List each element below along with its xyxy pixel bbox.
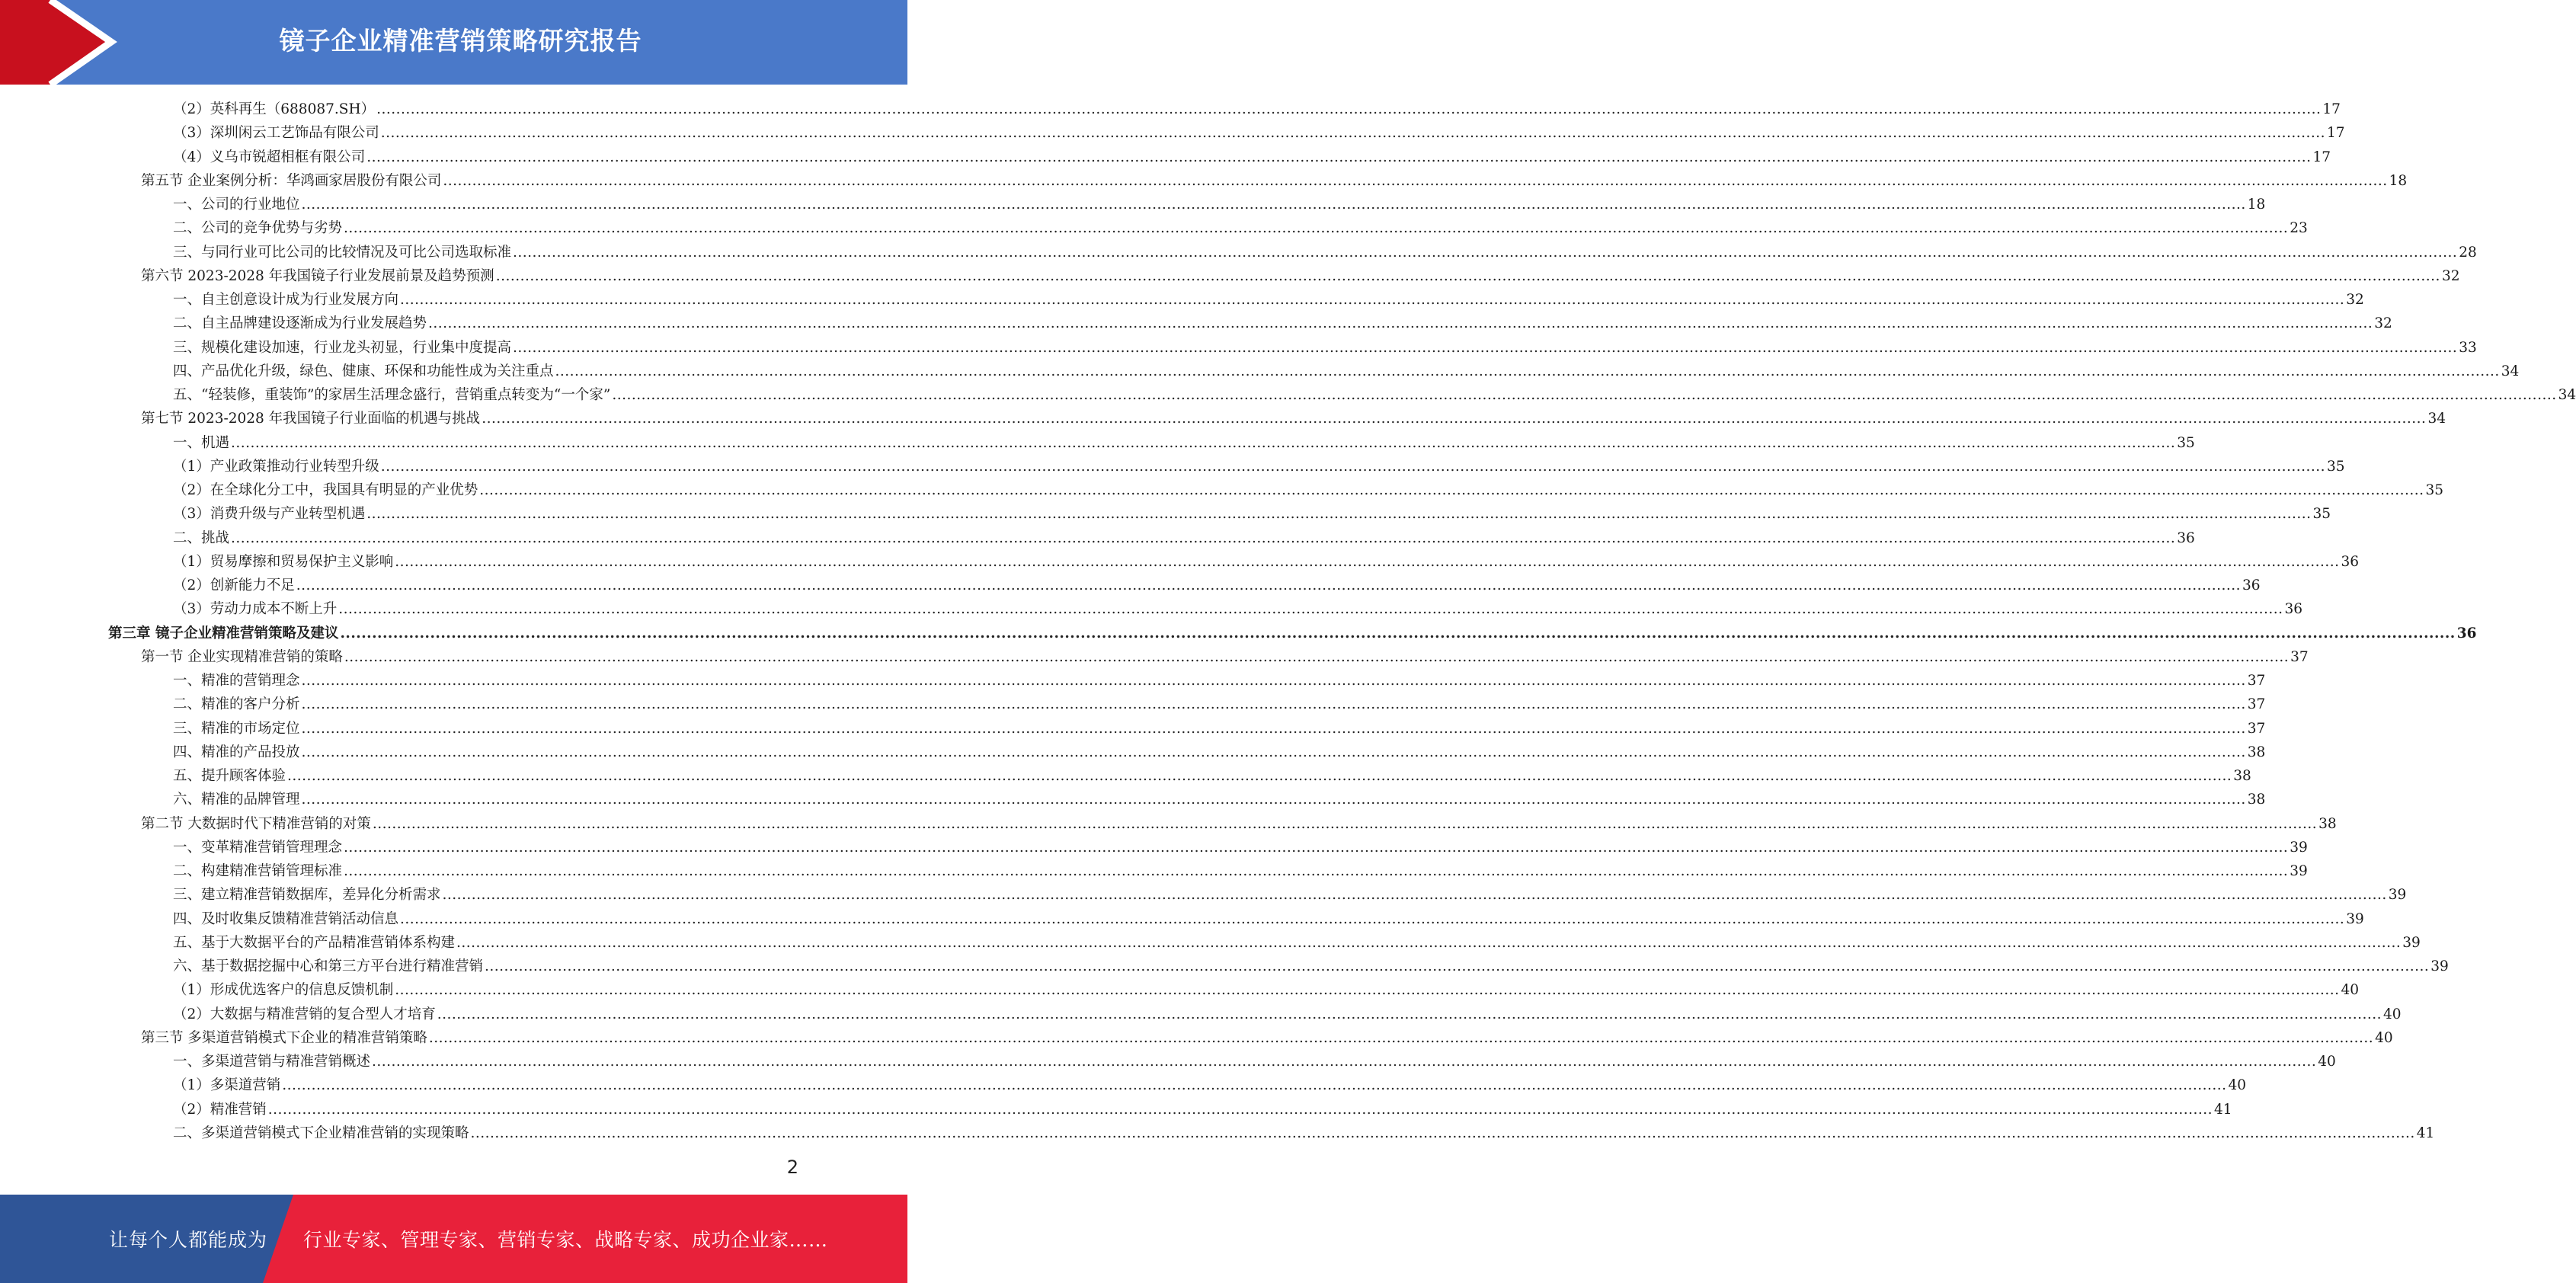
toc-subsection-entry[interactable] bbox=[0, 526, 2195, 550]
toc-entry-title: 第六节 2023-2028 年我国镜子行业发展前景及趋势预测 bbox=[141, 267, 494, 284]
toc-entry-page: 39 bbox=[2430, 958, 2449, 974]
toc-subsection-entry[interactable] bbox=[0, 883, 2407, 907]
toc-entry-page: 34 bbox=[2427, 411, 2446, 427]
toc-entry-page: 36 bbox=[2456, 625, 2477, 642]
toc-subsection-entry[interactable] bbox=[0, 836, 2308, 859]
toc-entry-page: 40 bbox=[2383, 1006, 2402, 1022]
toc-subsection-entry[interactable] bbox=[0, 788, 2266, 811]
toc-subsection-entry[interactable] bbox=[0, 931, 2421, 955]
toc-subsection-entry[interactable] bbox=[0, 717, 2266, 741]
toc-entry-title: 第三章 镜子企业精准营销策略及建议 bbox=[108, 625, 339, 642]
toc-entry-page: 38 bbox=[2318, 815, 2337, 832]
toc-leader-dots: ................................................................................................................................................................................................................................................................................................................................................................................................................ bbox=[231, 530, 2176, 546]
toc-entry-title: 二、挑战 bbox=[173, 530, 230, 546]
toc-subsection-entry[interactable] bbox=[0, 1121, 2435, 1145]
toc-entry-title: （2）大数据与精准营销的复合型人才培育 bbox=[173, 1006, 436, 1022]
toc-entry-page: 40 bbox=[2228, 1077, 2247, 1094]
toc-entry-page: 38 bbox=[2233, 768, 2251, 784]
toc-entry-title: 二、构建精准营销管理标准 bbox=[173, 863, 343, 879]
toc-entry-page: 38 bbox=[2247, 744, 2266, 760]
footer-slogan-left: 让每个人都能成为 bbox=[109, 1229, 268, 1251]
toc-section-entry[interactable] bbox=[0, 407, 2446, 430]
toc-leader-dots: ................................................................................................................................................................................................................................................................................................................................................................................................................ bbox=[555, 363, 2500, 379]
toc-entry-title: （2）精准营销 bbox=[173, 1101, 267, 1118]
toc-entry-page: 36 bbox=[2242, 578, 2261, 594]
toc-section-entry[interactable] bbox=[0, 1026, 2393, 1050]
report-title: 镜子企业精准营销策略研究报告 bbox=[279, 26, 642, 56]
toc-leader-dots: ................................................................................................................................................................................................................................................................................................................................................................................................................ bbox=[376, 101, 2322, 117]
toc-entry-title: （2）英科再生（688087.SH） bbox=[173, 101, 376, 117]
toc-entry-title: 三、精准的市场定位 bbox=[173, 720, 300, 737]
toc-entry-title: （1）贸易摩擦和贸易保护主义影响 bbox=[173, 553, 394, 570]
toc-leader-dots: ................................................................................................................................................................................................................................................................................................................................................................................................................ bbox=[380, 125, 2326, 142]
toc-entry-page: 17 bbox=[2322, 101, 2341, 117]
toc-section-entry[interactable] bbox=[0, 645, 2309, 669]
toc-entry-page: 34 bbox=[2501, 363, 2520, 379]
toc-leader-dots: ................................................................................................................................................................................................................................................................................................................................................................................................................ bbox=[301, 197, 2246, 213]
toc-leader-dots: ................................................................................................................................................................................................................................................................................................................................................................................................................ bbox=[344, 648, 2290, 665]
toc-entry-title: （3）消费升级与产业转型机遇 bbox=[173, 506, 366, 523]
toc-subsection-entry[interactable] bbox=[0, 360, 2520, 383]
toc-entry-page: 39 bbox=[2290, 863, 2308, 879]
toc-leader-dots: ................................................................................................................................................................................................................................................................................................................................................................................................................ bbox=[344, 863, 2289, 879]
toc-leader-dots: ................................................................................................................................................................................................................................................................................................................................................................................................................ bbox=[400, 292, 2345, 308]
toc-entry-page: 38 bbox=[2247, 792, 2266, 808]
toc-subsection-entry[interactable] bbox=[0, 1050, 2336, 1073]
toc-leader-dots: ................................................................................................................................................................................................................................................................................................................................................................................................................ bbox=[513, 244, 2458, 261]
toc-leader-dots: ................................................................................................................................................................................................................................................................................................................................................................................................................ bbox=[231, 434, 2176, 451]
toc-entry-title: 二、精准的客户分析 bbox=[173, 696, 300, 713]
toc-leader-dots: ................................................................................................................................................................................................................................................................................................................................................................................................................ bbox=[267, 1101, 2213, 1118]
toc-entry-page: 36 bbox=[2177, 530, 2195, 546]
toc-entry-page: 35 bbox=[2177, 434, 2195, 451]
toc-subsection-entry[interactable] bbox=[0, 907, 2364, 931]
toc-entry-page: 39 bbox=[2402, 934, 2421, 951]
toc-subsection-entry[interactable] bbox=[0, 693, 2266, 716]
page-footer bbox=[0, 1195, 907, 1283]
toc-entry-page: 23 bbox=[2290, 220, 2308, 237]
page-number: 2 bbox=[786, 1157, 798, 1178]
toc-subsection-entry[interactable] bbox=[0, 1003, 2402, 1026]
toc-leader-dots: ................................................................................................................................................................................................................................................................................................................................................................................................................ bbox=[428, 315, 2373, 332]
toc-subsection-entry[interactable] bbox=[0, 216, 2308, 240]
toc-entry-title: （2）创新能力不足 bbox=[173, 578, 295, 594]
toc-entry-page: 40 bbox=[2375, 1029, 2393, 1046]
toc-entry-title: 第五节 企业案例分析：华鸿画家居股份有限公司 bbox=[141, 172, 442, 189]
toc-leader-dots: ................................................................................................................................................................................................................................................................................................................................................................................................................ bbox=[301, 696, 2246, 713]
toc-leader-dots: ................................................................................................................................................................................................................................................................................................................................................................................................................ bbox=[344, 839, 2289, 856]
toc-entry-title: 五、“轻装修，重装饰”的家居生活理念盛行，营销重点转变为“一个家” bbox=[173, 387, 611, 403]
toc-entry-title: （1）产业政策推动行业转型升级 bbox=[173, 458, 379, 475]
toc-entry-page: 39 bbox=[2388, 887, 2407, 904]
toc-leader-dots: ................................................................................................................................................................................................................................................................................................................................................................................................................ bbox=[485, 958, 2430, 974]
toc-leader-dots: ................................................................................................................................................................................................................................................................................................................................................................................................................ bbox=[456, 934, 2402, 951]
toc-entry-title: 一、公司的行业地位 bbox=[173, 197, 300, 213]
toc-entry-title: 五、基于大数据平台的产品精准营销体系构建 bbox=[173, 934, 456, 951]
toc-subsection-entry[interactable] bbox=[0, 502, 2331, 526]
toc-subsection-entry[interactable] bbox=[0, 455, 2345, 478]
toc-subsection-entry[interactable] bbox=[0, 669, 2266, 693]
toc-leader-dots: ................................................................................................................................................................................................................................................................................................................................................................................................................ bbox=[301, 792, 2246, 808]
toc-section-entry[interactable] bbox=[0, 264, 2460, 288]
toc-subsection-entry[interactable] bbox=[0, 121, 2345, 145]
toc-entry-page: 34 bbox=[2558, 387, 2576, 403]
toc-entry-title: 二、多渠道营销模式下企业精准营销的实现策略 bbox=[173, 1125, 469, 1141]
toc-chapter-entry[interactable] bbox=[0, 622, 2477, 645]
toc-entry-title: 四、精准的产品投放 bbox=[173, 744, 300, 760]
toc-leader-dots: ................................................................................................................................................................................................................................................................................................................................................................................................................ bbox=[395, 982, 2340, 999]
toc-entry-page: 40 bbox=[2318, 1054, 2336, 1070]
toc-subsection-entry[interactable] bbox=[0, 1073, 2247, 1097]
toc-entry-title: 第三节 多渠道营销模式下企业的精准营销策略 bbox=[141, 1029, 427, 1046]
toc-entry-page: 28 bbox=[2459, 244, 2477, 261]
toc-entry-title: 六、基于数据挖掘中心和第三方平台进行精准营销 bbox=[173, 958, 484, 974]
toc-entry-page: 37 bbox=[2247, 720, 2266, 737]
toc-leader-dots: ................................................................................................................................................................................................................................................................................................................................................................................................................ bbox=[282, 1077, 2227, 1094]
toc-entry-title: 三、建立精准营销数据库，差异化分析需求 bbox=[173, 887, 441, 904]
toc-subsection-entry[interactable] bbox=[0, 193, 2266, 216]
toc-subsection-entry[interactable] bbox=[0, 597, 2303, 621]
toc-entry-title: 一、机遇 bbox=[173, 434, 230, 451]
toc-entry-title: 一、精准的营销理念 bbox=[173, 673, 300, 689]
toc-entry-page: 17 bbox=[2327, 125, 2345, 142]
toc-leader-dots: ................................................................................................................................................................................................................................................................................................................................................................................................................ bbox=[400, 910, 2345, 927]
toc-subsection-entry[interactable] bbox=[0, 146, 2331, 169]
toc-subsection-entry[interactable] bbox=[0, 98, 2341, 121]
toc-entry-title: 第七节 2023-2028 年我国镜子行业面临的机遇与挑战 bbox=[141, 411, 481, 427]
toc-entry-page: 17 bbox=[2312, 149, 2331, 165]
toc-subsection-entry[interactable] bbox=[0, 312, 2392, 335]
toc-entry-page: 18 bbox=[2389, 172, 2408, 189]
toc-entry-title: 二、公司的竞争优势与劣势 bbox=[173, 220, 343, 237]
toc-leader-dots: ................................................................................................................................................................................................................................................................................................................................................................................................................ bbox=[287, 768, 2232, 784]
toc-subsection-entry[interactable] bbox=[0, 741, 2266, 764]
toc-entry-title: 第二节 大数据时代下精准营销的对策 bbox=[141, 815, 371, 832]
toc-leader-dots: ................................................................................................................................................................................................................................................................................................................................................................................................................ bbox=[344, 220, 2289, 237]
toc-leader-dots: ................................................................................................................................................................................................................................................................................................................................................................................................................ bbox=[338, 601, 2283, 618]
toc-leader-dots: ................................................................................................................................................................................................................................................................................................................................................................................................................ bbox=[366, 149, 2312, 165]
toc-section-entry[interactable] bbox=[0, 812, 2337, 836]
toc-entry-title: 三、与同行业可比公司的比较情况及可比公司选取标准 bbox=[173, 244, 512, 261]
toc-entry-title: 六、精准的品牌管理 bbox=[173, 792, 300, 808]
toc-entry-title: （2）在全球化分工中，我国具有明显的产业优势 bbox=[173, 482, 478, 498]
toc-leader-dots: ................................................................................................................................................................................................................................................................................................................................................................................................................ bbox=[372, 1054, 2317, 1070]
toc-leader-dots: ................................................................................................................................................................................................................................................................................................................................................................................................................ bbox=[482, 411, 2427, 427]
toc-leader-dots: ................................................................................................................................................................................................................................................................................................................................................................................................................ bbox=[470, 1125, 2415, 1141]
toc-leader-dots: ................................................................................................................................................................................................................................................................................................................................................................................................................ bbox=[301, 673, 2246, 689]
toc-entry-page: 35 bbox=[2425, 482, 2444, 498]
toc-leader-dots: ................................................................................................................................................................................................................................................................................................................................................................................................................ bbox=[340, 625, 2456, 642]
toc-entry-title: （3）劳动力成本不断上升 bbox=[173, 601, 338, 618]
toc-entry-title: （4）义乌市锐超相框有限公司 bbox=[173, 149, 366, 165]
toc-subsection-entry[interactable] bbox=[0, 478, 2444, 502]
toc-entry-page: 32 bbox=[2374, 315, 2392, 332]
toc-entry-title: （3）深圳闲云工艺饰品有限公司 bbox=[173, 125, 379, 142]
toc-entry-page: 41 bbox=[2214, 1101, 2232, 1118]
toc-leader-dots: ................................................................................................................................................................................................................................................................................................................................................................................................................ bbox=[380, 458, 2326, 475]
toc-entry-page: 41 bbox=[2416, 1125, 2435, 1141]
toc-entry-title: 第一节 企业实现精准营销的策略 bbox=[141, 648, 343, 665]
toc-entry-page: 37 bbox=[2290, 648, 2309, 665]
toc-leader-dots: ................................................................................................................................................................................................................................................................................................................................................................................................................ bbox=[437, 1006, 2382, 1022]
toc-subsection-entry[interactable] bbox=[0, 955, 2449, 978]
toc-subsection-entry[interactable] bbox=[0, 859, 2308, 883]
toc-entry-title: 一、自主创意设计成为行业发展方向 bbox=[173, 292, 399, 308]
toc-entry-title: 三、规模化建设加速，行业龙头初显，行业集中度提高 bbox=[173, 339, 512, 356]
toc-entry-page: 33 bbox=[2459, 339, 2477, 356]
toc-leader-dots: ................................................................................................................................................................................................................................................................................................................................................................................................................ bbox=[612, 387, 2557, 403]
toc-leader-dots: ................................................................................................................................................................................................................................................................................................................................................................................................................ bbox=[443, 172, 2388, 189]
toc-entry-title: 一、多渠道营销与精准营销概述 bbox=[173, 1054, 371, 1070]
toc-leader-dots: ................................................................................................................................................................................................................................................................................................................................................................................................................ bbox=[495, 267, 2440, 284]
table-of-contents bbox=[0, 98, 2576, 1145]
toc-entry-title: （1）多渠道营销 bbox=[173, 1077, 281, 1094]
toc-subsection-entry[interactable] bbox=[0, 431, 2195, 455]
toc-subsection-entry[interactable] bbox=[0, 288, 2364, 312]
toc-entry-title: （1）形成优选客户的信息反馈机制 bbox=[173, 982, 394, 999]
toc-subsection-entry[interactable] bbox=[0, 978, 2360, 1002]
page-header bbox=[0, 0, 907, 85]
toc-leader-dots: ................................................................................................................................................................................................................................................................................................................................................................................................................ bbox=[301, 744, 2246, 760]
toc-entry-page: 35 bbox=[2312, 506, 2331, 523]
toc-leader-dots: ................................................................................................................................................................................................................................................................................................................................................................................................................ bbox=[428, 1029, 2374, 1046]
toc-entry-page: 32 bbox=[2346, 292, 2364, 308]
toc-subsection-entry[interactable] bbox=[0, 574, 2261, 597]
toc-entry-title: 二、自主品牌建设逐渐成为行业发展趋势 bbox=[173, 315, 427, 332]
toc-entry-page: 18 bbox=[2247, 197, 2266, 213]
toc-entry-page: 32 bbox=[2441, 267, 2460, 284]
toc-subsection-entry[interactable] bbox=[0, 241, 2477, 264]
toc-entry-page: 39 bbox=[2290, 839, 2308, 856]
toc-entry-title: 五、提升顾客体验 bbox=[173, 768, 286, 784]
toc-entry-page: 40 bbox=[2341, 982, 2360, 999]
toc-entry-page: 39 bbox=[2346, 910, 2364, 927]
toc-entry-title: 一、变革精准营销管理理念 bbox=[173, 839, 343, 856]
toc-entry-title: 四、及时收集反馈精准营销活动信息 bbox=[173, 910, 399, 927]
toc-subsection-entry[interactable] bbox=[0, 336, 2477, 360]
toc-leader-dots: ................................................................................................................................................................................................................................................................................................................................................................................................................ bbox=[301, 720, 2246, 737]
toc-leader-dots: ................................................................................................................................................................................................................................................................................................................................................................................................................ bbox=[366, 506, 2312, 523]
toc-entry-page: 36 bbox=[2341, 553, 2360, 570]
toc-subsection-entry[interactable] bbox=[0, 550, 2360, 574]
toc-entry-page: 36 bbox=[2284, 601, 2303, 618]
toc-leader-dots: ................................................................................................................................................................................................................................................................................................................................................................................................................ bbox=[395, 553, 2340, 570]
toc-subsection-entry[interactable] bbox=[0, 1098, 2232, 1121]
toc-entry-page: 37 bbox=[2247, 673, 2266, 689]
toc-leader-dots: ................................................................................................................................................................................................................................................................................................................................................................................................................ bbox=[513, 339, 2458, 356]
toc-leader-dots: ................................................................................................................................................................................................................................................................................................................................................................................................................ bbox=[372, 815, 2318, 832]
toc-leader-dots: ................................................................................................................................................................................................................................................................................................................................................................................................................ bbox=[296, 578, 2242, 594]
toc-entry-title: 四、产品优化升级，绿色、健康、环保和功能性成为关注重点 bbox=[173, 363, 554, 379]
toc-leader-dots: ................................................................................................................................................................................................................................................................................................................................................................................................................ bbox=[479, 482, 2424, 498]
footer-slogan-right: 行业专家、管理专家、营销专家、战略专家、成功企业家…… bbox=[303, 1229, 828, 1251]
toc-subsection-entry[interactable] bbox=[0, 383, 2576, 407]
toc-entry-page: 37 bbox=[2247, 696, 2266, 713]
toc-leader-dots: ................................................................................................................................................................................................................................................................................................................................................................................................................ bbox=[442, 887, 2387, 904]
toc-subsection-entry[interactable] bbox=[0, 764, 2251, 788]
toc-section-entry[interactable] bbox=[0, 169, 2408, 193]
toc-entry-page: 35 bbox=[2327, 458, 2345, 475]
